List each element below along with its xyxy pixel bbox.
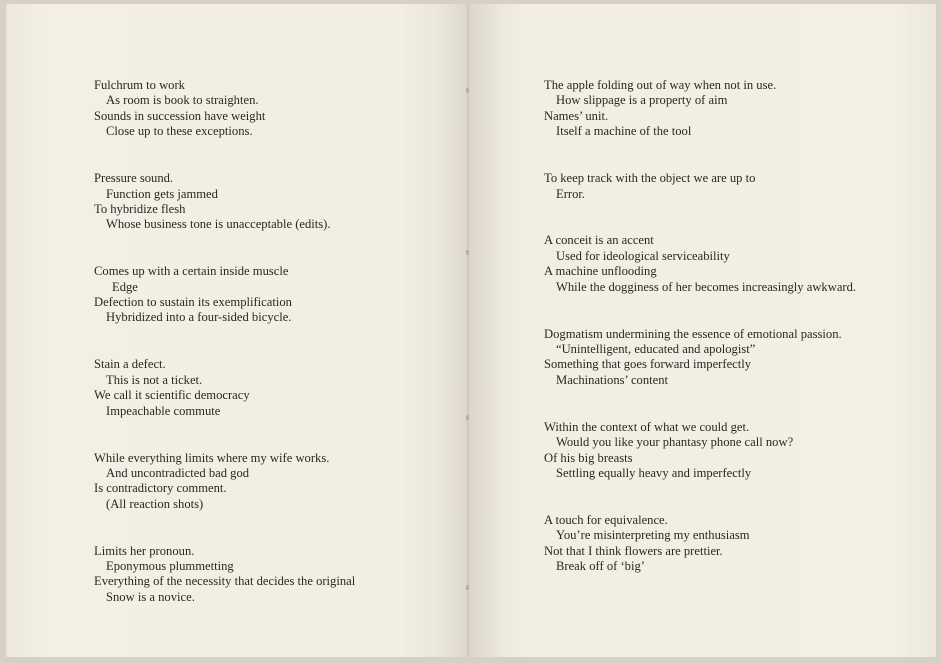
poem-stanza (94, 171, 355, 233)
poem-line: Of his big breasts (544, 450, 633, 465)
poem-line: And uncontradicted bad god (106, 465, 250, 480)
poem-line: Edge (112, 279, 138, 294)
poem-line: The apple folding out of way when not in use. (544, 78, 777, 92)
poem-line: Comes up with a certain inside muscle (94, 264, 289, 279)
poem-line: Snow is a novice. (106, 589, 195, 604)
poem-stanza (544, 78, 856, 140)
left-poem-column (94, 78, 355, 637)
poem-line: Defection to sustain its exemplification (94, 295, 292, 310)
poem-line: “Unintelligent, educated and apologist” (556, 341, 756, 356)
spine-shadow-right (470, 4, 500, 657)
poem-stanza (544, 233, 856, 295)
poem-line: A machine unflooding (544, 264, 657, 279)
poem-line: Pressure sound. (94, 171, 174, 186)
poem-line: Error. (556, 186, 586, 201)
poem-line: While the dogginess of her becomes increasingly awkward. (556, 279, 857, 294)
poem-line: To hybridize flesh (94, 201, 186, 216)
poem-line: Everything of the necessity that decides the original (94, 574, 356, 589)
book-gutter (466, 4, 470, 657)
poem-line: Limits her pronoun. (94, 543, 195, 558)
poem-stanza (94, 544, 355, 606)
poem-stanza (94, 264, 355, 326)
binding-stitch (466, 88, 469, 93)
poem-line: Dogmatism undermining the essence of emotional passion. (544, 326, 842, 341)
poem-line: Whose business tone is unacceptable (edits). (106, 217, 331, 232)
poem-line: Names’ unit. (544, 108, 609, 123)
poem-line: Settling equally heavy and imperfectly (556, 465, 752, 480)
poem-line: This is not a ticket. (106, 372, 203, 387)
poem-line: You’re misinterpreting my enthusiasm (556, 528, 750, 543)
poem-line: While everything limits where my wife works. (94, 450, 330, 465)
poem-stanza (94, 451, 355, 513)
binding-stitch (466, 250, 469, 255)
poem-stanza (544, 171, 856, 202)
poem-line: Within the context of what we could get. (544, 419, 750, 434)
poem-line: Break off of ‘big’ (556, 559, 645, 574)
poem-line: Something that goes forward imperfectly (544, 357, 752, 372)
poem-line: To keep track with the object we are up to (544, 171, 756, 186)
poem-line: Fulchrum to work (94, 78, 185, 92)
poem-line: (All reaction shots) (106, 496, 204, 511)
binding-stitch (466, 585, 469, 590)
poem-line: Close up to these exceptions. (106, 124, 253, 139)
poem-line: Used for ideological serviceability (556, 248, 730, 263)
poem-line: Not that I think flowers are prettier. (544, 543, 723, 558)
poem-line: As room is book to straighten. (106, 93, 259, 108)
poem-line: Itself a machine of the tool (556, 124, 692, 139)
poem-stanza (544, 420, 856, 482)
poem-line: Impeachable commute (106, 403, 221, 418)
poem-line: Stain a defect. (94, 357, 166, 372)
spine-shadow-left (440, 4, 468, 657)
poem-line: How slippage is a property of aim (556, 93, 728, 108)
poem-line: Would you like your phantasy phone call now? (556, 435, 794, 450)
poem-line: We call it scientific democracy (94, 388, 250, 403)
right-poem-column (544, 78, 856, 606)
poem-line: Function gets jammed (106, 186, 218, 201)
poem-line: Eponymous plummetting (106, 559, 234, 574)
poem-stanza (94, 78, 355, 140)
binding-stitch (466, 415, 469, 420)
poem-line: Machinations’ content (556, 372, 669, 387)
poem-line: Hybridized into a four-sided bicycle. (106, 310, 292, 325)
poem-stanza (544, 513, 856, 575)
poem-line: Is contradictory comment. (94, 481, 227, 496)
poem-line: A touch for equivalence. (544, 512, 668, 527)
poem-stanza (94, 357, 355, 419)
poem-stanza (544, 327, 856, 389)
poem-line: Sounds in succession have weight (94, 108, 266, 123)
poem-line: A conceit is an accent (544, 233, 654, 248)
